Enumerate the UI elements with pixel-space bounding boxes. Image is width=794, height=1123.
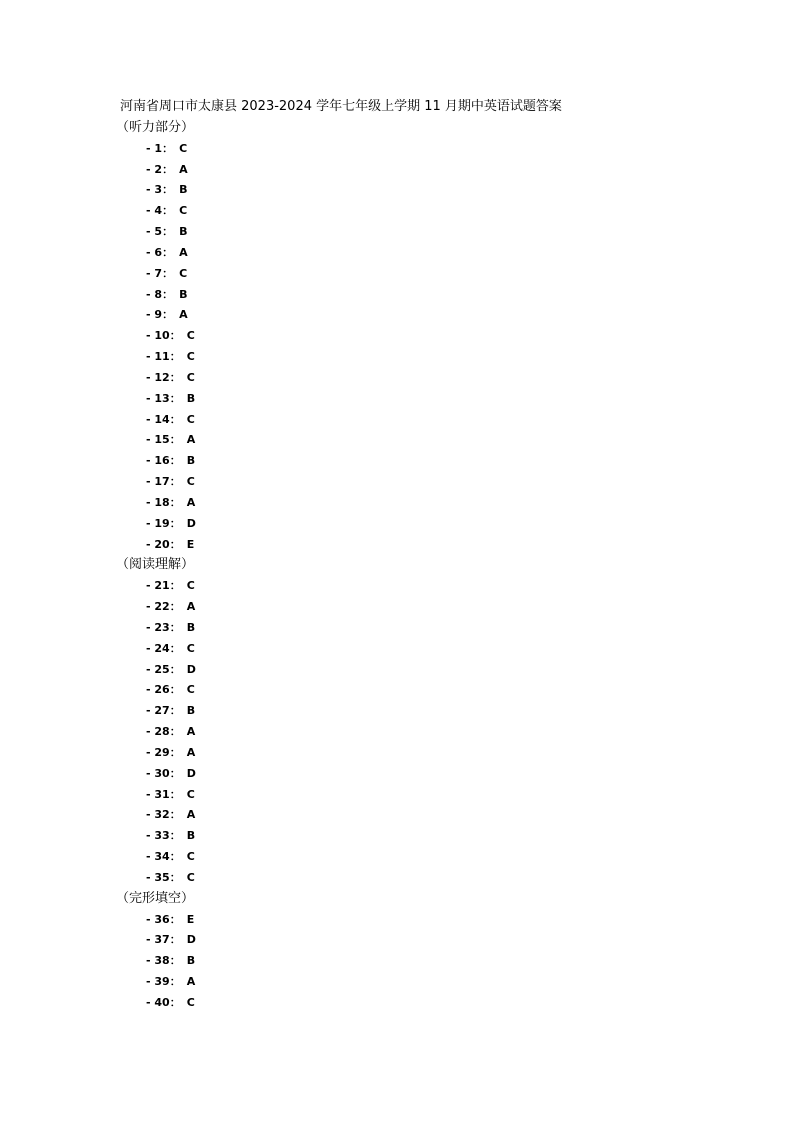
separator: ： <box>169 370 181 384</box>
answer-row <box>146 662 196 678</box>
answer-value: B <box>186 620 196 634</box>
separator: ： <box>169 933 181 947</box>
answer-value: C <box>186 370 195 384</box>
answer-value: D <box>186 662 196 676</box>
question-number: - 29 <box>146 745 170 759</box>
answer-row <box>146 641 195 657</box>
question-number: - 16 <box>146 454 170 468</box>
separator: ： <box>169 391 181 405</box>
separator: ： <box>169 620 181 634</box>
question-number: - 32 <box>146 808 170 822</box>
section-heading: （完形填空） <box>116 890 195 906</box>
separator: ： <box>169 683 181 697</box>
answer-row <box>146 349 195 365</box>
answer-value: E <box>186 537 195 551</box>
separator: ： <box>169 870 181 884</box>
answer-value: B <box>179 287 188 301</box>
answer-value: D <box>186 516 196 530</box>
answer-value: B <box>186 391 196 405</box>
answer-row <box>146 412 195 428</box>
separator: ： <box>162 141 174 155</box>
question-number: - 22 <box>146 600 170 614</box>
question-number: - 4 <box>146 204 163 218</box>
answer-row <box>146 328 195 344</box>
answer-value: C <box>179 141 188 155</box>
answer-row <box>146 703 195 719</box>
question-number: - 18 <box>146 495 170 509</box>
question-number: - 13 <box>146 391 170 405</box>
answer-value: A <box>186 600 196 614</box>
answer-value: C <box>186 641 195 655</box>
document-title: 河南省周口市太康县 2023-2024 学年七年级上学期 11 月期中英语试题答案 <box>120 99 562 114</box>
separator: ： <box>169 579 181 593</box>
answer-row <box>146 391 195 407</box>
answer-value: A <box>179 245 188 259</box>
question-number: - 36 <box>146 912 170 926</box>
separator: ： <box>169 787 181 801</box>
question-number: - 12 <box>146 370 170 384</box>
answer-row <box>146 974 195 990</box>
question-number: - 1 <box>146 141 163 155</box>
answer-row <box>146 932 196 948</box>
separator: ： <box>169 475 181 489</box>
separator: ： <box>162 183 174 197</box>
question-number: - 31 <box>146 787 170 801</box>
answer-row <box>146 849 195 865</box>
separator: ： <box>169 641 181 655</box>
separator: ： <box>169 912 181 926</box>
question-number: - 28 <box>146 725 170 739</box>
answer-row <box>146 787 195 803</box>
answer-row <box>146 287 187 303</box>
question-number: - 35 <box>146 870 170 884</box>
question-number: - 9 <box>146 308 163 322</box>
answer-row <box>146 745 195 761</box>
answer-value: D <box>186 766 196 780</box>
question-number: - 20 <box>146 537 170 551</box>
answer-value: B <box>179 225 188 239</box>
separator: ： <box>162 266 174 280</box>
answer-value: C <box>186 850 195 864</box>
answer-value: C <box>186 579 195 593</box>
question-number: - 10 <box>146 329 170 343</box>
answer-value: C <box>179 266 188 280</box>
answer-value: A <box>186 433 196 447</box>
separator: ： <box>169 433 181 447</box>
question-number: - 39 <box>146 975 170 989</box>
answer-row <box>146 599 195 615</box>
question-number: - 5 <box>146 225 163 239</box>
answer-value: B <box>186 704 196 718</box>
section-heading: （听力部分） <box>116 120 195 135</box>
answer-value: B <box>186 454 196 468</box>
question-number: - 2 <box>146 162 163 176</box>
answer-value: C <box>186 350 195 364</box>
separator: ： <box>169 662 181 676</box>
separator: ： <box>162 287 174 301</box>
answer-row <box>146 224 187 240</box>
question-number: - 37 <box>146 933 170 947</box>
answer-value: A <box>186 745 196 759</box>
question-number: - 8 <box>146 287 163 301</box>
section-heading: （阅读理解） <box>116 557 195 573</box>
question-number: - 11 <box>146 350 170 364</box>
separator: ： <box>169 766 181 780</box>
answer-row <box>146 724 195 740</box>
question-number: - 14 <box>146 412 170 426</box>
answer-row <box>146 245 188 261</box>
question-number: - 27 <box>146 704 170 718</box>
answer-row <box>146 516 196 532</box>
separator: ： <box>169 850 181 864</box>
answer-value: A <box>186 725 196 739</box>
answer-row <box>146 266 187 282</box>
answer-value: A <box>179 162 188 176</box>
separator: ： <box>169 725 181 739</box>
question-number: - 7 <box>146 266 163 280</box>
answer-value: B <box>179 183 188 197</box>
answer-value: C <box>186 870 195 884</box>
answer-value: E <box>186 912 195 926</box>
separator: ： <box>169 412 181 426</box>
separator: ： <box>162 308 174 322</box>
separator: ： <box>169 600 181 614</box>
separator: ： <box>162 225 174 239</box>
separator: ： <box>169 829 181 843</box>
question-number: - 21 <box>146 579 170 593</box>
separator: ： <box>169 745 181 759</box>
separator: ： <box>169 537 181 551</box>
separator: ： <box>169 350 181 364</box>
question-number: - 26 <box>146 683 170 697</box>
answer-row <box>146 432 195 448</box>
answer-row <box>146 307 188 323</box>
answer-value: B <box>186 829 196 843</box>
separator: ： <box>162 162 174 176</box>
question-number: - 24 <box>146 641 170 655</box>
separator: ： <box>169 495 181 509</box>
answer-row <box>146 870 195 886</box>
question-number: - 17 <box>146 475 170 489</box>
separator: ： <box>169 995 181 1009</box>
question-number: - 25 <box>146 662 170 676</box>
answer-value: C <box>186 683 195 697</box>
answer-row <box>146 953 195 969</box>
answer-value: C <box>186 412 195 426</box>
question-number: - 6 <box>146 245 163 259</box>
answer-value: C <box>186 995 195 1009</box>
answer-row <box>146 807 195 823</box>
answer-row <box>146 453 195 469</box>
answer-value: C <box>186 475 195 489</box>
question-number: - 3 <box>146 183 163 197</box>
answer-row <box>146 828 195 844</box>
separator: ： <box>162 204 174 218</box>
question-number: - 33 <box>146 829 170 843</box>
question-number: - 30 <box>146 766 170 780</box>
answer-row <box>146 182 187 198</box>
answer-row <box>146 995 195 1011</box>
separator: ： <box>169 808 181 822</box>
answer-row <box>146 682 195 698</box>
question-number: - 38 <box>146 954 170 968</box>
answer-row <box>146 495 195 511</box>
answer-value: C <box>179 204 188 218</box>
answer-row <box>146 203 187 219</box>
separator: ： <box>169 704 181 718</box>
question-number: - 34 <box>146 850 170 864</box>
separator: ： <box>169 454 181 468</box>
answer-value: B <box>186 954 196 968</box>
answer-row <box>146 141 187 157</box>
separator: ： <box>169 975 181 989</box>
separator: ： <box>169 516 181 530</box>
answer-value: D <box>186 933 196 947</box>
separator: ： <box>169 954 181 968</box>
answer-value: A <box>179 308 188 322</box>
answer-value: A <box>186 975 196 989</box>
question-number: - 40 <box>146 995 170 1009</box>
question-number: - 23 <box>146 620 170 634</box>
answer-row <box>146 370 195 386</box>
answer-row <box>146 620 195 636</box>
question-number: - 15 <box>146 433 170 447</box>
answer-row <box>146 912 194 928</box>
answer-value: C <box>186 329 195 343</box>
answer-row <box>146 578 195 594</box>
answer-row <box>146 766 196 782</box>
answer-value: A <box>186 495 196 509</box>
separator: ： <box>162 245 174 259</box>
separator: ： <box>169 329 181 343</box>
answer-value: A <box>186 808 196 822</box>
answer-value: C <box>186 787 195 801</box>
answer-row <box>146 162 188 178</box>
answer-row <box>146 537 194 553</box>
question-number: - 19 <box>146 516 170 530</box>
answer-row <box>146 474 195 490</box>
